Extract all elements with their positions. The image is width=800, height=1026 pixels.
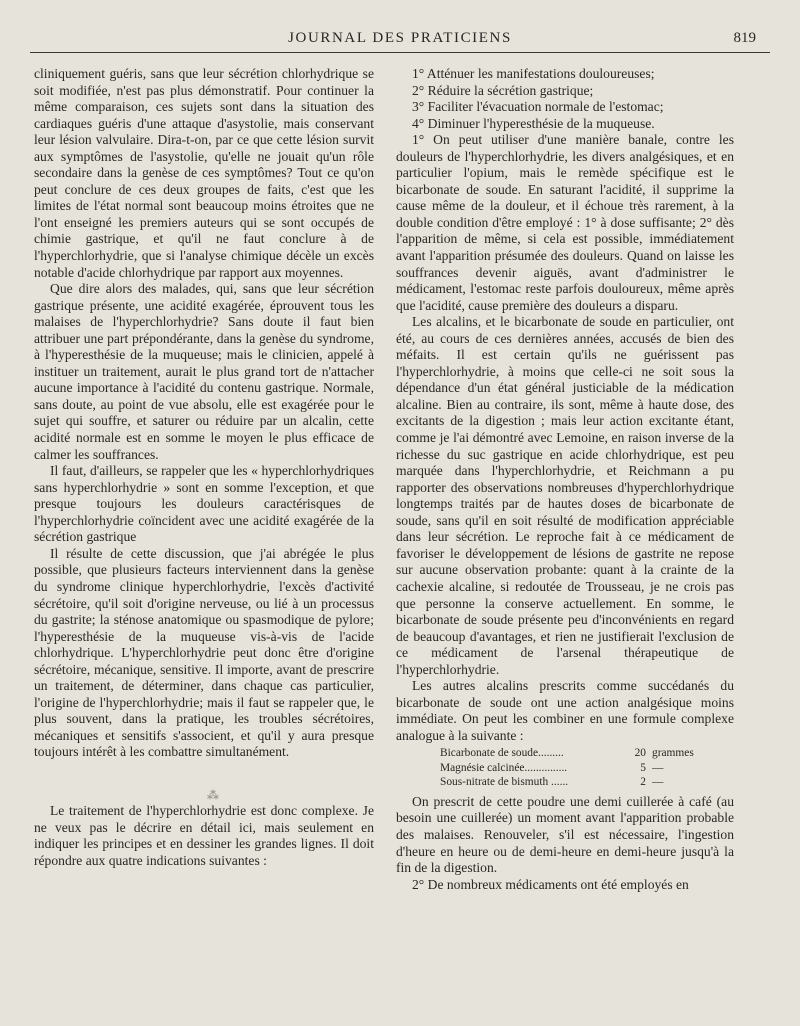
ingredient-quantity: 20 [634, 747, 646, 760]
journal-title: JOURNAL DES PRATICIENS [288, 30, 512, 46]
paragraph: 1° On peut utiliser d'une manière banale, contre les douleurs de l'hyperchlorhydrie, les divers analgésiques, et en particulier l'opium, mais le remède spécifique est le bicarbonate de soude. En saturant l'acidité, il supprime la cause même de la douleur, et il échoue très rarement, à la double condition d'être employé : 1° à dose suffisante; 2° dès l'apparition de même, si cela est possible, immédiatement avant l'apparition présumée des douleurs. Quand on laisse les souffrances devenir aiguës, avant d'administrer le médicament, l'estomac reste parfois douloureux, même après que l'acidité, cause première des douleurs a disparu. [396, 132, 734, 313]
left-column [34, 66, 374, 869]
paragraph: Il résulte de cette discussion, que j'ai abrégée le plus possible, que plusieurs facteurs interviennent dans la genèse du syndrome clinique hyperchlorhydrie, l'excès d'activité sécrétoire, qu'il soit d'origine nerveuse, ou lié à un processus du gastrite; la sténose anatomique ou spasmodique de pylore; l'hyperesthésie de la muqueuse vis-à-vis de l'acide chlorhydrique. L'hyperchlorhydrie peut donc être d'origine sécrétoire, mécanique, sensitive. Il importe, avant de prescrire un traitement, de déterminer, dans chaque cas particulier, l'origine de l'hyperchlorhydrie; mais il faut se rappeler que, le plus souvent, dans la pratique, les troubles sécrétoires, mécaniques et sensitifs s'associent, et qu'il y aura presque toujours intérêt à les combattre simultanément. [34, 545, 374, 760]
ingredient-quantity: 5 [640, 761, 646, 774]
prescription-formula [440, 746, 734, 790]
ingredient-quantity: 2 [640, 776, 646, 789]
list-item: 2° Réduire la sécrétion gastrique; [412, 82, 594, 98]
ingredient-unit: — [652, 776, 664, 789]
ingredient-name: Magnésie calcinée............... [440, 761, 568, 774]
list-item: 3° Faciliter l'évacuation normale de l'estomac; [412, 99, 664, 115]
formula-row [440, 746, 734, 761]
spacer [34, 761, 374, 789]
right-column [396, 66, 734, 893]
list-item: 4° Diminuer l'hyperesthésie de la muqueuse. [412, 115, 655, 131]
ingredient-unit: grammes [652, 747, 694, 760]
section-separator: ⁂ [207, 787, 221, 802]
paragraph: 2° De nombreux médicaments ont été employés en [412, 876, 689, 892]
paragraph: Que dire alors des malades, qui, sans que leur sécrétion gastrique présente, une acidité exagérée, éprouvent tous les malaises de l'hyperchlorhydrie? Sans doute il faut bien attribuer une part prépondérante, dans la genèse du syndrome, à l'hyperesthésie de la muqueuse; mais le clinicien, appelé à instituer un traitement, aurait le plus grand tort de n'attacher aucune importance à l'acidité du contenu gastrique. Normale, sans doute, au point de vue absolu, elle est exagérée pour le sujet qui souffre, et saturer ou réduire par un alcalin, cette acidité normale est en somme le moyen le plus efficace de calmer les souffrances. [34, 281, 374, 462]
formula-row [440, 775, 734, 790]
ingredient-name: Bicarbonate de soude......... [440, 747, 564, 760]
header-rule [30, 52, 770, 53]
paragraph: Il faut, d'ailleurs, se rappeler que les « hyperchlorhydriques sans hyperchlorhydrie » sont en somme l'exception, et que presque toujours les douleurs caractérisques de l'hyperchlorhydrie coïncident avec une acidité exagérée de la sécrétion gastrique [34, 463, 374, 545]
ingredient-unit: — [652, 761, 664, 774]
list-item: 1° Atténuer les manifestations douloureuses; [412, 66, 655, 81]
paragraph: Les alcalins, et le bicarbonate de soude en particulier, ont été, au cours de ces dernières années, accusés de bien des méfaits. Il est certain qu'ils ne guérissent pas l'hyperchlorhydrie, à moins que celle-ci ne soit sous la dépendance d'un état général justiciable de la médication alcaline. Bien au contraire, ils sont, même à haute dose, des excitants de la digestion ; mais leur action excitante étant, comme je l'ai démontré avec Lemoine, en raison inverse de la richesse du suc gastrique en acide chlorhydrique, est peu marquée dans l'hyperchlorhydrie, et Reichmann a pu rapporter des observations nombreuses d'hyperchlorhydrique longtemps traités par de hautes doses de bicarbonate de soude, sans qu'il en soit résulté de modification appréciable dans leur sécrétion. Le reproche fait à ce médicament de favoriser le développement de lésions de gastrite ne repose sur aucune observation probante: quant à la crainte de la cachexie alcaline, si redoutée de Trousseau, je ne crois pas que personne la conserve actuellement. En somme, le bicarbonate de soude présente peu d'inconvénients en regard de beaucoup d'avantages, et rien ne justifierait l'exclusion de ce médicament de l'arsenal thérapeutique de l'hyperchlorhydrie. [396, 314, 734, 677]
paragraph: Le traitement de l'hyperchlorhydrie est donc complexe. Je ne veux pas le décrire en détail ici, mais seulement en indiquer les principes et en dessiner les grandes lignes. Il doit répondre aux quatre indications suivantes : [34, 802, 374, 868]
paragraph: cliniquement guéris, sans que leur sécrétion chlorhydrique se soit modifiée, n'est pas plus démonstratif. Pour continuer la même comparaison, ces sujets sont dans la situation des cardiaques guéris d'une attaque d'asystolie, mais conservant leur lésion valvulaire. Dira-t-on, par ce que cette lésion survit aux symptômes de l'asystolie, qu'elle ne jouait qu'un rôle secondaire dans la genèse de ces symptômes? Tout ce qu'on peut conclure de ces deux groupes de faits, c'est que les limites de l'état normal sont beaucoup moins étroites que ne l'ont enseigné les premiers auteurs qui se sont occupés de chimie gastrique, et qu'il ne faut conclure à de l'hyperchlorhydrie, que si l'analyse chimique décèle un excès notable d'acide chlorhydrique par rapport aux moyennes. [34, 66, 374, 280]
paragraph: Les autres alcalins prescrits comme succédanés du bicarbonate de soude ont une action analgésique moins immédiate. On peut les combiner en une formule complexe analogue à la suivante : [396, 678, 734, 743]
ingredient-name: Sous-nitrate de bismuth ...... [440, 776, 569, 789]
paragraph: On prescrit de cette poudre une demi cuillerée à café (au besoin une cuillerée) un moment avant l'apparition probable des malaises. Renouveler, s'il est nécessaire, l'ingestion d'heure en heure ou de demi-heure en demi-heure jusqu'à la fin de la digestion. [396, 793, 734, 876]
page-number: 819 [733, 30, 756, 46]
formula-row [440, 761, 734, 776]
running-head [30, 28, 770, 50]
